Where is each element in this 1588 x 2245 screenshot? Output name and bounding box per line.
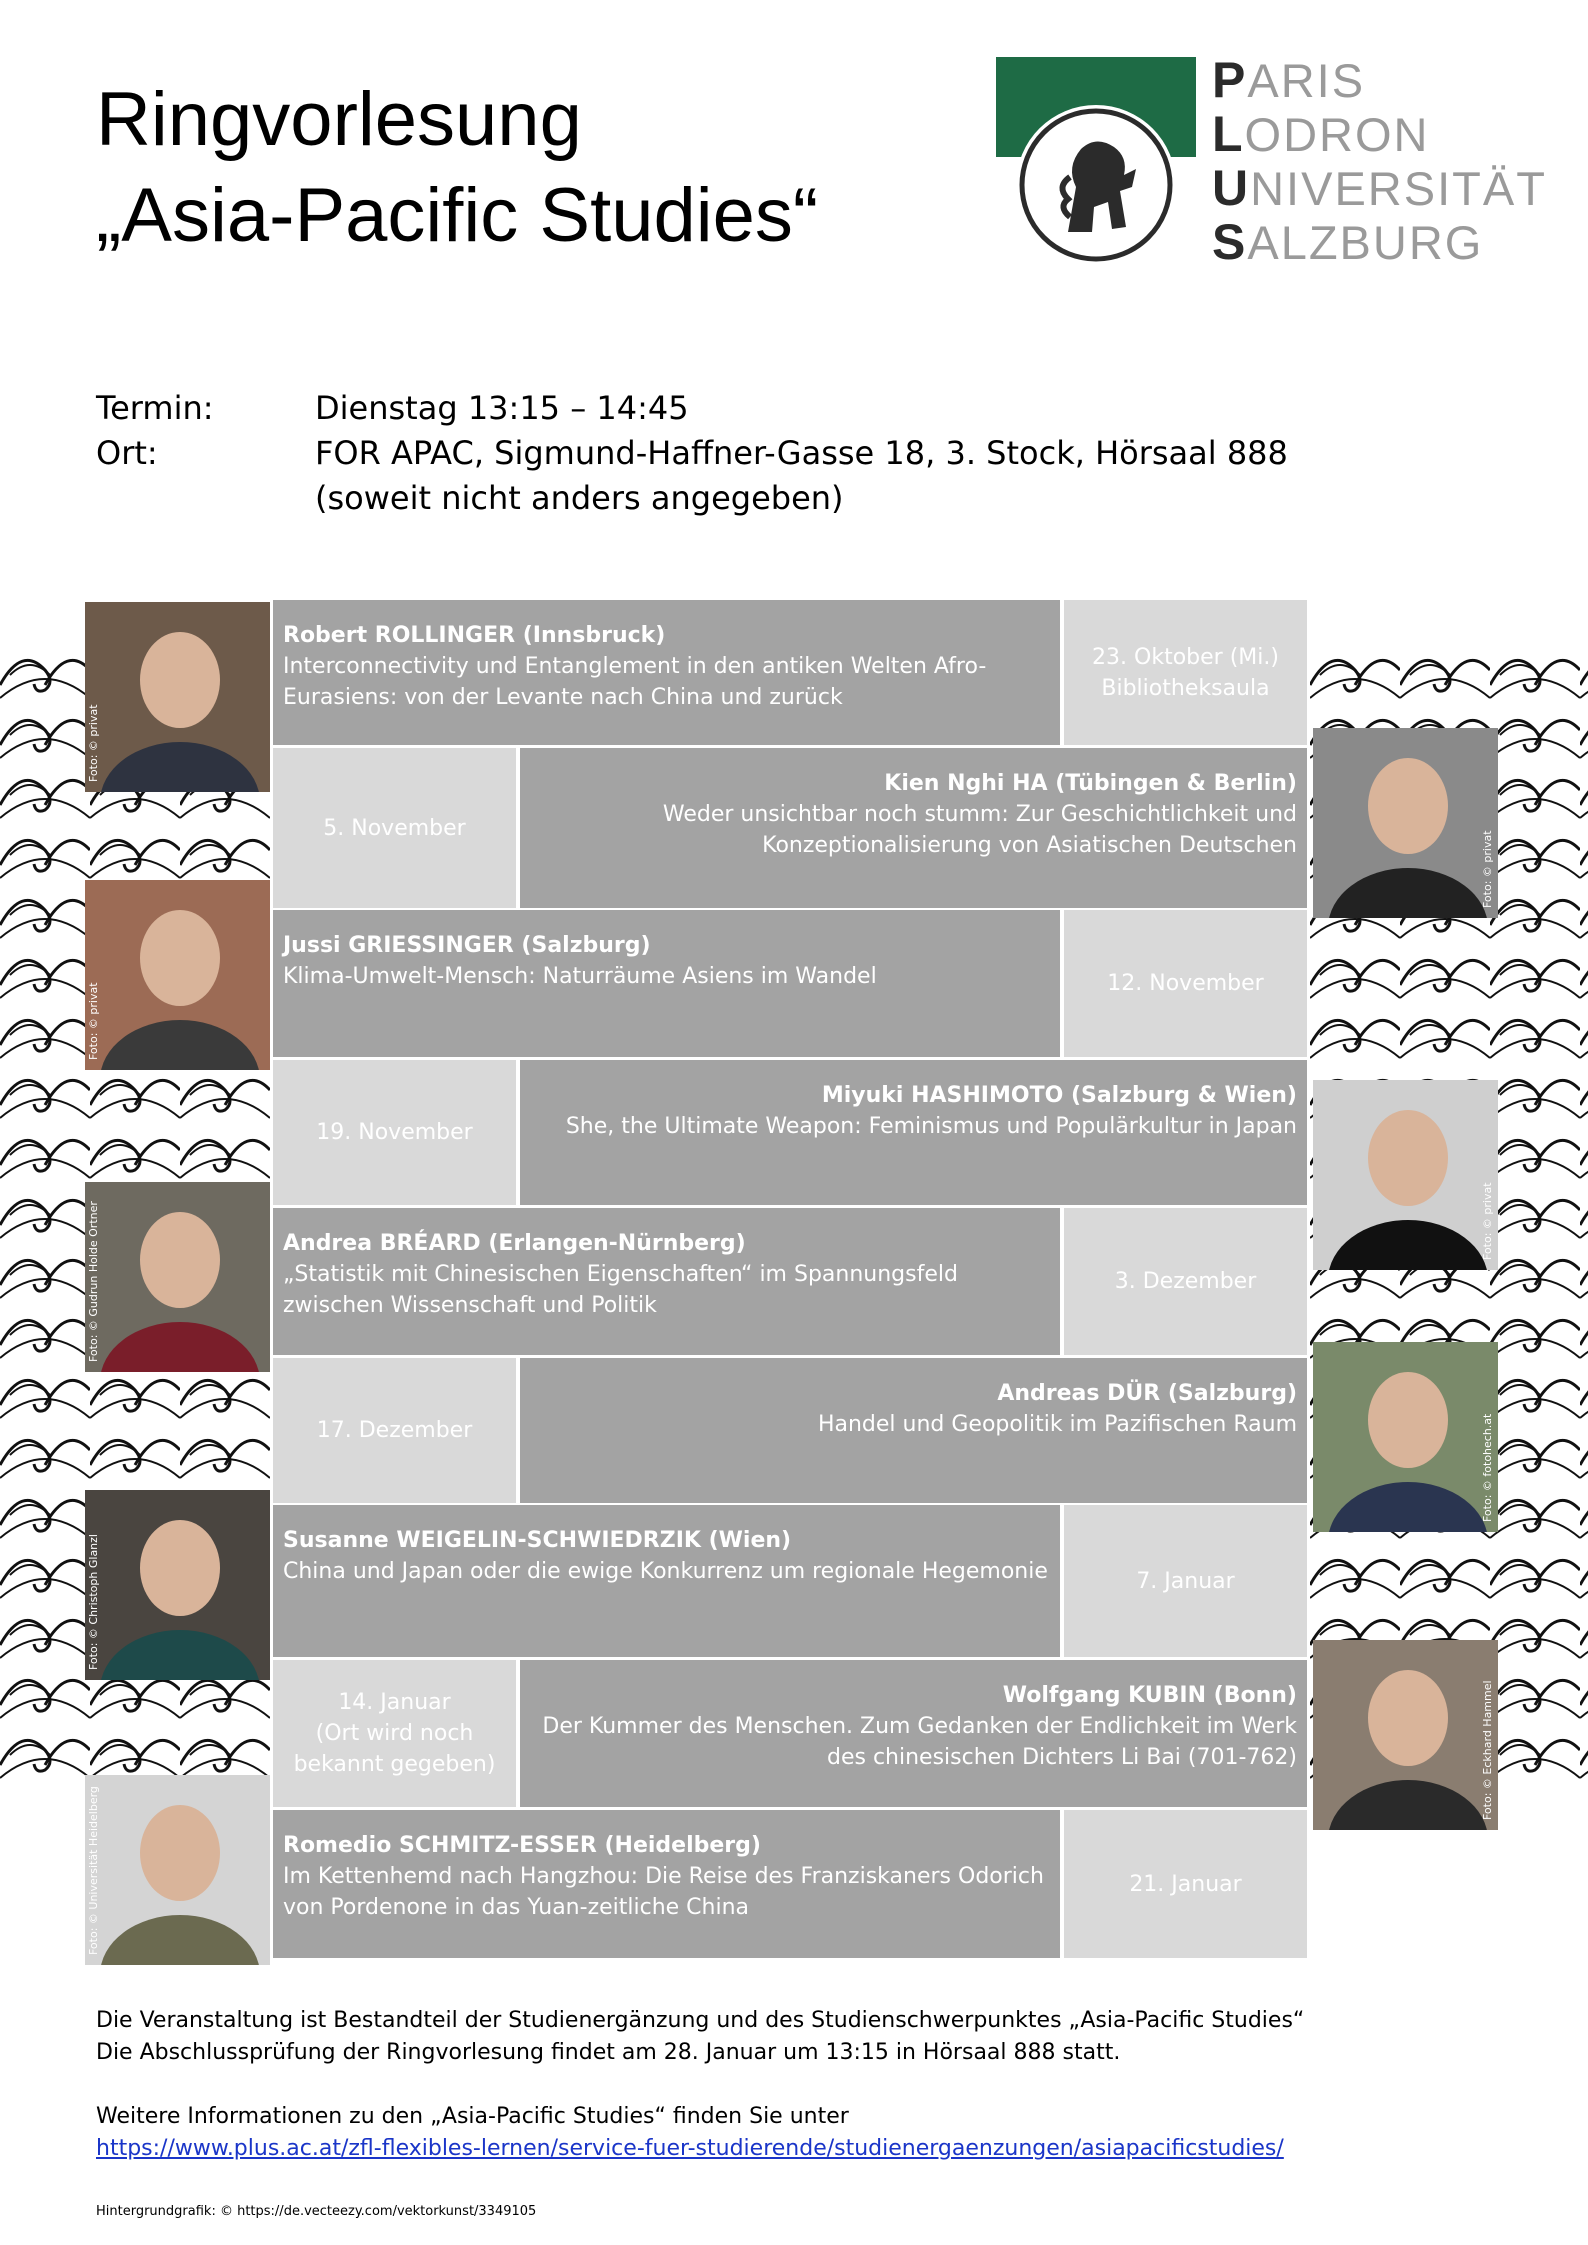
lecture-8-info — [520, 1660, 1307, 1807]
lecture-6-speaker: Andreas DÜR (Salzburg) — [997, 1381, 1297, 1406]
page-subtitle: „Asia-Pacific Studies“ — [96, 173, 819, 258]
footer-line-2: Die Abschlussprüfung der Ringvorlesung findet am 28. Januar um 13:15 in Hörsaal 888 statt. — [96, 2040, 1121, 2065]
lecture-5-speaker: Andrea BRÉARD (Erlangen-Nürnberg) — [283, 1231, 746, 1256]
speaker-9-photo — [85, 1775, 270, 1965]
speaker-1-photo — [85, 602, 270, 792]
lecture-8-speaker: Wolfgang KUBIN (Bonn) — [1002, 1683, 1297, 1708]
lecture-6-title: Handel und Geopolitik im Pazifischen Raum — [817, 1412, 1297, 1437]
lecture-4-date: 19. November — [273, 1060, 516, 1205]
lecture-4-info — [520, 1060, 1307, 1205]
photo-credit: Foto: © fotohech.at — [1481, 1413, 1494, 1522]
lecture-1-date: 23. Oktober (Mi.) Bibliotheksaula — [1064, 600, 1307, 745]
photo-credit: Foto: © privat — [87, 982, 100, 1060]
termin-value: Dienstag 13:15 – 14:45 — [315, 389, 689, 427]
photo-credit: Foto: © privat — [87, 704, 100, 782]
lecture-6-date: 17. Dezember — [273, 1358, 516, 1503]
photo-credit: Foto: © Eckhard Hammel — [1481, 1680, 1494, 1820]
background-credit: Hintergrundgrafik: © https://de.vecteezy.com/vektorkunst/3349105 — [96, 2204, 537, 2219]
lecture-7-speaker: Susanne WEIGELIN-SCHWIEDRZIK (Wien) — [283, 1528, 792, 1553]
speaker-5-photo — [85, 1182, 270, 1372]
lecture-9-title: Im Kettenhemd nach Hangzhou: Die Reise des Franziskaners Odorich von Pordenone in das Yuan-zeitliche China — [283, 1864, 1044, 1920]
photo-credit: Foto: © privat — [1481, 1182, 1494, 1260]
footer-line-3: Weitere Informationen zu den „Asia-Pacific Studies“ finden Sie unter — [96, 2104, 849, 2129]
lecture-1-title: Interconnectivity und Entanglement in den antiken Welten Afro-Eurasiens: von der Levante nach China und zurück — [283, 654, 987, 710]
info-link[interactable]: https://www.plus.ac.at/zfl-flexibles-lernen/service-fuer-studierende/studienergaenzungen/asiapacificstudies/ — [96, 2136, 1284, 2161]
speaker-3-photo — [85, 880, 270, 1070]
lecture-9-info — [273, 1810, 1060, 1958]
lecture-1-info — [273, 600, 1060, 745]
speaker-6-photo — [1313, 1342, 1498, 1532]
photo-credit: Foto: © Christoph Glanzl — [87, 1534, 100, 1670]
lecture-3-info — [273, 910, 1060, 1057]
lecture-5-title: „Statistik mit Chinesischen Eigenschaften“ im Spannungsfeld zwischen Wissenschaft und Politik — [283, 1262, 958, 1318]
lecture-7-title: China und Japan oder die ewige Konkurrenz um regionale Hegemonie — [283, 1559, 1048, 1584]
termin-label: Termin: — [96, 389, 214, 427]
page-title: Ringvorlesung — [96, 77, 582, 162]
speaker-4-photo — [1313, 1080, 1498, 1270]
lecture-4-speaker: Miyuki HASHIMOTO (Salzburg & Wien) — [821, 1083, 1297, 1108]
lecture-7-info — [273, 1505, 1060, 1657]
lecture-1-speaker: Robert ROLLINGER (Innsbruck) — [283, 623, 666, 648]
photo-credit: Foto: © Gudrun Holde Ortner — [87, 1201, 100, 1362]
footer-line-1: Die Veranstaltung ist Bestandteil der Studienergänzung und des Studienschwerpunktes „Asia-Pacific Studies“ — [96, 2008, 1305, 2033]
lecture-8-date: 14. Januar (Ort wird noch bekannt gegeben) — [273, 1660, 516, 1807]
lecture-4-title: She, the Ultimate Weapon: Feminismus und Populärkultur in Japan — [565, 1114, 1297, 1139]
speaker-8-photo — [1313, 1640, 1498, 1830]
lecture-5-info — [273, 1208, 1060, 1355]
university-logo — [996, 57, 1196, 267]
lecture-2-date: 5. November — [273, 748, 516, 908]
lecture-6-info — [520, 1358, 1307, 1503]
ort-note: (soweit nicht anders angegeben) — [315, 479, 844, 517]
ort-label: Ort: — [96, 434, 158, 472]
lecture-8-title: Der Kummer des Menschen. Zum Gedanken der Endlichkeit im Werk des chinesischen Dichters Li Bai (701-762) — [542, 1714, 1297, 1770]
lecture-3-date: 12. November — [1064, 910, 1307, 1057]
lecture-2-title: Weder unsichtbar noch stumm: Zur Geschichtlichkeit und Konzeptionalisierung von Asiatischen Deutschen — [662, 802, 1297, 858]
lecture-7-date: 7. Januar — [1064, 1505, 1307, 1657]
photo-credit: Foto: © Universität Heidelberg — [87, 1786, 100, 1955]
speaker-2-photo — [1313, 728, 1498, 918]
photo-credit: Foto: © privat — [1481, 830, 1494, 908]
ort-value: FOR APAC, Sigmund-Haffner-Gasse 18, 3. Stock, Hörsaal 888 — [315, 434, 1288, 472]
lecture-2-info — [520, 748, 1307, 908]
speaker-7-photo — [85, 1490, 270, 1680]
lecture-3-title: Klima-Umwelt-Mensch: Naturräume Asiens im Wandel — [283, 964, 877, 989]
lecture-2-speaker: Kien Nghi HA (Tübingen & Berlin) — [884, 771, 1297, 796]
lecture-3-speaker: Jussi GRIESSINGER (Salzburg) — [283, 933, 651, 958]
lecture-5-date: 3. Dezember — [1064, 1208, 1307, 1355]
lecture-9-speaker: Romedio SCHMITZ-ESSER (Heidelberg) — [283, 1833, 761, 1858]
lecture-9-date: 21. Januar — [1064, 1810, 1307, 1958]
